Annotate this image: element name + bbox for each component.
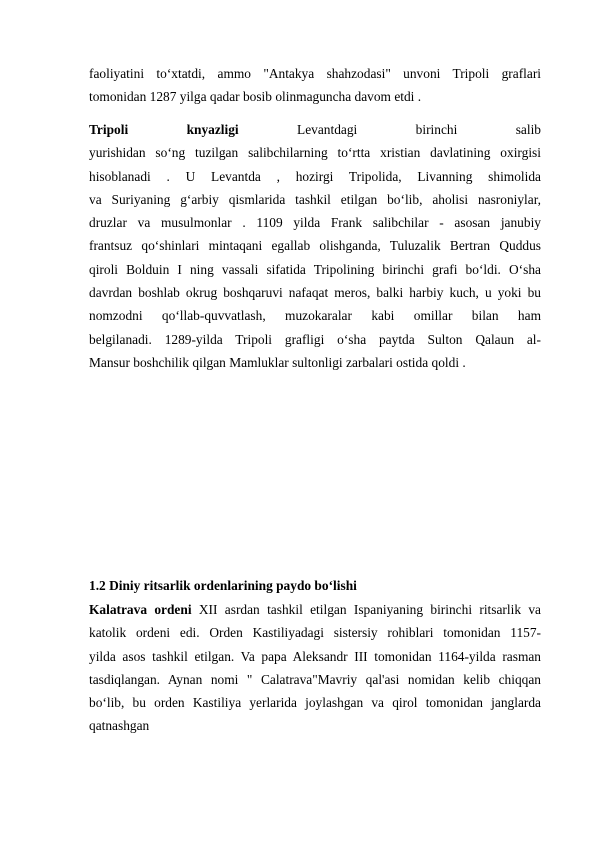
text-fragment: Levantdagi birinchi salib xyxy=(297,122,541,137)
text-line: yilda asos tashkil etilgan. Va papa Aleksandr III tomonidan 1164-yilda rasman xyxy=(89,648,541,664)
paragraph-continuation xyxy=(89,62,541,109)
text-line: hisoblanadi . U Levantda , hozirgi Tripolida, Livanning shimolida xyxy=(89,168,541,184)
text-line xyxy=(89,118,541,141)
paragraph-tripoli xyxy=(89,118,541,374)
text-line: frantsuz qo‘shinlari mintaqani egallab olishganda, Tuluzalik Bertran Quddus xyxy=(89,238,541,254)
text-line: tomonidan 1287 yilga qadar bosib olinmaguncha davom etdi . xyxy=(89,89,422,105)
text-line: druzlar va musulmonlar . 1109 yilda Frank salibchilar - asosan janubiy xyxy=(89,215,541,231)
text-line: tasdiqlangan. Aynan nomi " Calatrava"Mavriy qal'asi nomidan kelib chiqqan xyxy=(89,671,541,687)
text-line: nomzodni qo‘llab-quvvatlash, muzokaralar kabi omillar bilan ham xyxy=(89,308,541,324)
text-line: Mansur boshchilik qilgan Mamluklar sultonligi zarbalari ostida qoldi . xyxy=(89,354,466,370)
text-line: bo‘lib, bu orden Kastiliya yerlarida joylashgan va qirol tomonidan janglarda xyxy=(89,695,541,711)
bold-term: Tripoli knyazligi xyxy=(89,122,239,137)
text-line: katolik ordeni edi. Orden Kastiliyadagi sistersiy rohiblari tomonidan 1157- xyxy=(89,625,541,641)
text-line: davrdan boshlab okrug boshqaruvi nafaqat meros, balki harbiy kuch, u yoki bu xyxy=(89,285,541,301)
section-heading: 1.2 Diniy ritsarlik ordenlarining paydo bo‘lishi xyxy=(89,578,357,593)
bold-term: Kalatrava ordeni xyxy=(89,602,192,617)
text-line: yurishidan so‘ng tuzilgan salibchilarning to‘rtta xristian davlatining oxirgisi xyxy=(89,145,541,161)
text-line: faoliyatini to‘xtatdi, ammo "Antakya shahzodasi" unvoni Tripoli graflari xyxy=(89,66,541,81)
text-fragment: XII asrdan tashkil etilgan Ispaniyaning birinchi ritsarlik va xyxy=(191,602,541,617)
text-line xyxy=(89,598,541,621)
text-line: belgilanadi. 1289-yilda Tripoli grafligi o‘sha paytda Sulton Qalaun al- xyxy=(89,331,541,347)
text-line: va Suriyaning g‘arbiy qismlarida tashkil etilgan bo‘lib, aholisi nasroniylar, xyxy=(89,191,541,207)
paragraph-calatrava xyxy=(89,598,541,738)
text-line: qiroli Bolduin I ning vassali sifatida Tripolining birinchi grafi bo‘ldi. O‘sha xyxy=(89,261,541,277)
text-line: qatnashgan xyxy=(89,718,150,734)
